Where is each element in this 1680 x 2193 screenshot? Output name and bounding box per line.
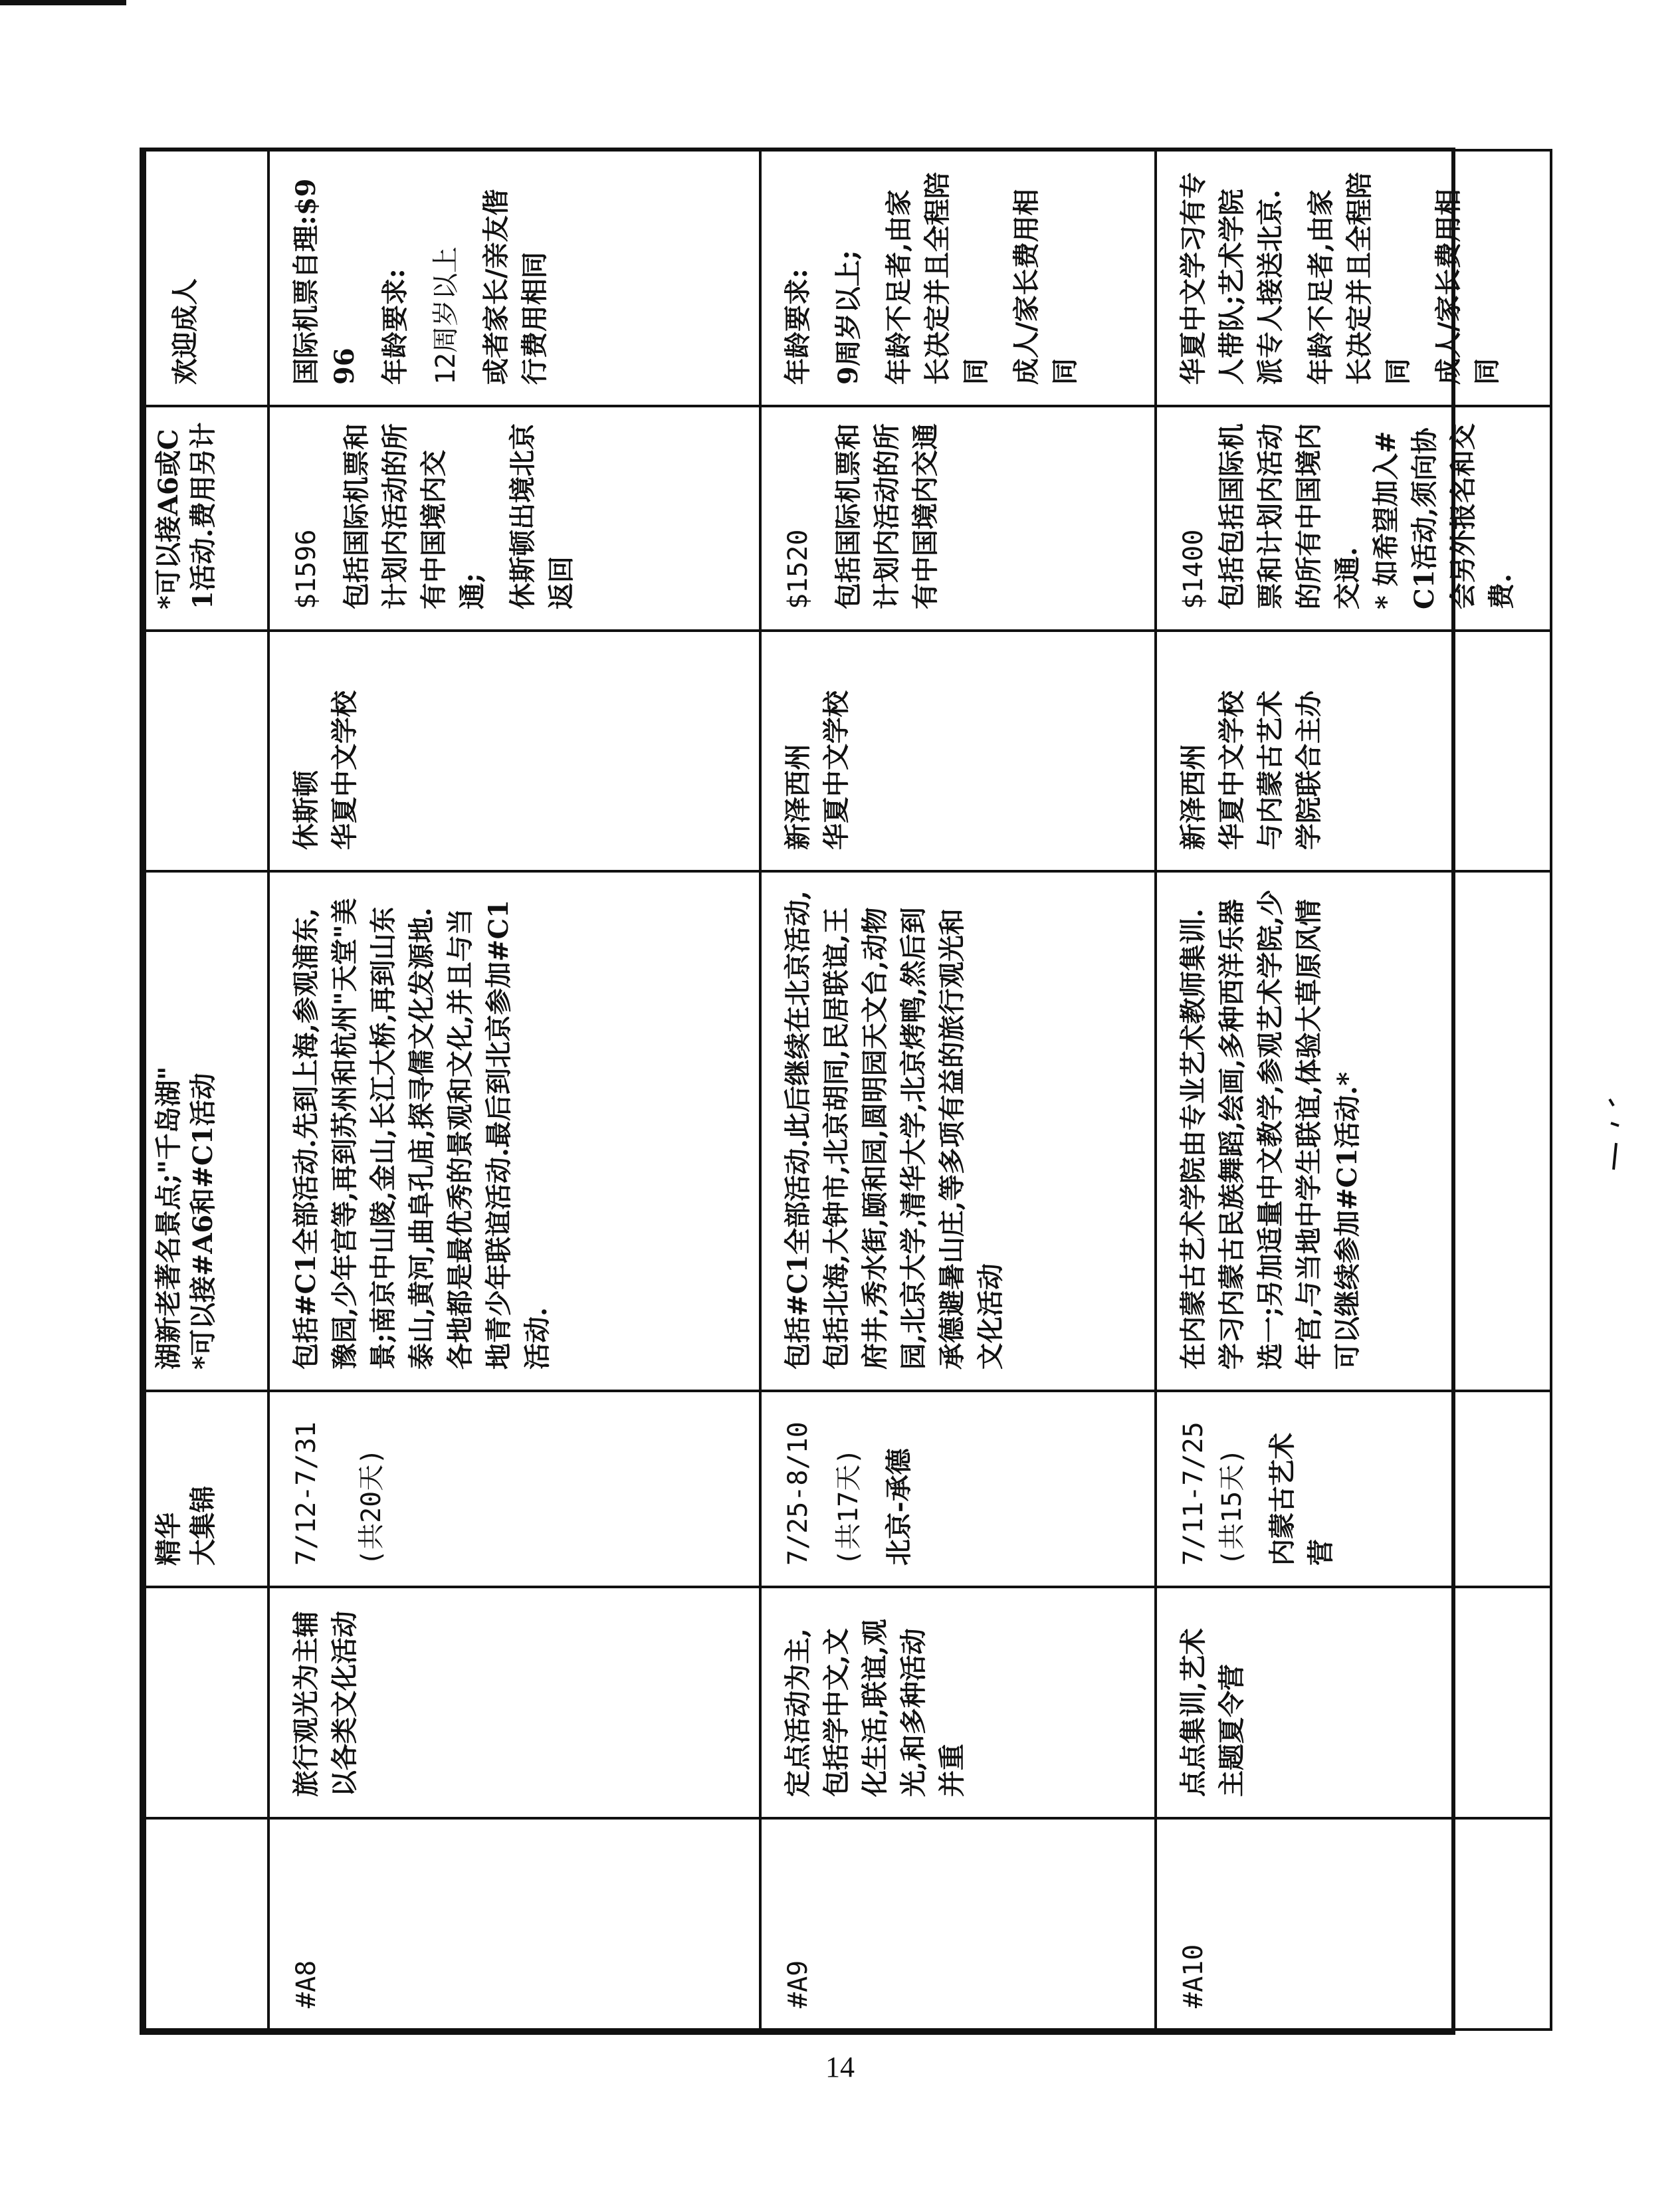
date-range: 7/12-7/31 [291, 1421, 322, 1566]
price: $1400 [1178, 529, 1209, 609]
header-location-cell [145, 631, 268, 871]
adult-note: 12周岁以上 [431, 246, 461, 385]
duration: (共20天) [356, 1448, 387, 1566]
date-range: 7/11-7/25(共15天) [1178, 1421, 1247, 1566]
row-content: 包括#C1全部活动.此后继续在北京活动,包括北海,大钟市,北京胡同,民居联谊,王府井,秀水街,颐和园,圆明园天文台,动物园,北京大学,清华大学,北京烤鸭,然后到承德避暑山庄,等多项有益的旅行观光和文化活动 [760, 871, 1156, 1391]
row-code: #A10 [1156, 1818, 1551, 2030]
header-content-line1: 湖新老著名景点;"千岛湖" [153, 1066, 184, 1370]
adult-note: 9周岁以上; [833, 250, 864, 385]
price: $1520 [783, 529, 813, 609]
row-code: #A9 [760, 1818, 1156, 2030]
header-adults-text: 欢迎成人 [169, 278, 201, 385]
row-theme: 定点活动为主,包括学中文,文化生活,联谊,观光,和多种活动并重 [760, 1587, 1156, 1818]
adult-note: 华夏中文学习有专人带队;艺术学院派专人接送北京. [1178, 172, 1286, 385]
header-theme-cell [145, 1587, 268, 1818]
content-text: 在内蒙古艺术学院由专业艺术教师集训.学习内蒙古民族舞蹈,绘画,多种西洋乐器选一;另加适量中文教学,参观艺术学院,少年宫,与当地中学生联谊,体验大草原风情 [1178, 889, 1324, 1370]
location-line: 华夏中文学校 [1216, 690, 1247, 850]
price-note: * 如希望加入#C1活动,须向协会另外报名和交费. [1370, 423, 1517, 609]
route-note: 北京-承德 [883, 1448, 914, 1566]
program-row-a9 [760, 150, 1156, 2030]
row-theme: 旅行观光为主辅以各类文化活动 [268, 1587, 760, 1818]
price-note: 包括包括国际机票和计划内活动的所有中国境内交通. [1216, 423, 1363, 609]
header-date-line1: 精华 [153, 1513, 184, 1566]
row-location [268, 631, 760, 871]
price: $1596 [291, 529, 322, 609]
row-location [760, 631, 1156, 871]
adult-note: 年龄要求: [782, 268, 813, 385]
row-dates [760, 1391, 1156, 1587]
header-adults-cell [145, 150, 268, 406]
date-range: 7/25-8/10 [783, 1421, 813, 1566]
location-line: 新泽西州 [782, 744, 813, 850]
program-row-a8 [268, 150, 760, 2030]
row-content: 包括#C1全部活动.先到上海,参观浦东,豫园,少年宫等,再到苏州和杭州"天堂"美景;南京中山陵,金山,长江大桥,再到山东泰山,黄河,曲阜孔庙,探寻儒文化发源地.各地都是最优秀的景观和文化,并且与当地青少年联谊活动.最后到北京参加#C1活动. [268, 871, 760, 1391]
price-note: 包括国际机票和计划内活动的所有中国境内交通; [341, 423, 488, 609]
program-row-a10 [1156, 150, 1551, 2030]
row-price [268, 406, 760, 631]
adult-note: 成人/家长费用相同 [1433, 189, 1503, 385]
location-line: 新泽西州 [1178, 744, 1209, 850]
header-price-cell [145, 406, 268, 631]
program-table [140, 148, 1517, 2035]
row-location [1156, 631, 1551, 871]
header-content-cell [145, 871, 268, 1391]
page-number: 14 [825, 2051, 855, 2083]
header-code-cell [145, 1818, 268, 2030]
rotated-table-frame [144, 152, 1517, 2031]
row-adults [268, 150, 760, 406]
margin-scribble-mark [1607, 1096, 1623, 1176]
header-content-line2: *可以接#A6和#C1活动 [187, 1073, 219, 1370]
adult-note: 年龄要求: [379, 268, 411, 385]
row-price [760, 406, 1156, 631]
header-date-line2: 大集锦 [187, 1486, 219, 1566]
location-line: 华夏中文学校 [821, 690, 852, 850]
price-note: 休斯顿出境北京返回 [507, 423, 577, 609]
location-line: 休斯顿 [290, 770, 322, 850]
adult-note: 或者家长/亲友偕行费用相同 [480, 189, 550, 385]
location-line: 华夏中文学校 [329, 690, 360, 850]
adult-note: 年龄不足者,由家长决定并且全程陪同 [1305, 172, 1414, 385]
header-date-cell [145, 1391, 268, 1587]
price-note: 包括国际机票和计划内活动的所有中国境内交通 [833, 423, 941, 609]
row-adults [760, 150, 1156, 406]
row-theme: 点点集训,艺术主题夏令营 [1156, 1587, 1551, 1818]
row-adults [1156, 150, 1551, 406]
adult-note: 国际机票自理:$996 [290, 178, 360, 385]
row-content [1156, 871, 1551, 1391]
camp-note: 内蒙古艺术营 [1267, 1433, 1336, 1566]
program-grid [144, 149, 1552, 2031]
location-line: 学院联合主办 [1293, 690, 1324, 850]
header-price-text: *可以接A6或C1活动.费用另计 [153, 422, 219, 609]
duration: (共17天) [833, 1448, 864, 1566]
row-code: #A8 [268, 1818, 760, 2030]
location-line: 与内蒙古艺术 [1255, 690, 1286, 850]
row-dates [1156, 1391, 1551, 1587]
scan-edge-mark [0, 0, 126, 5]
header-row [145, 150, 268, 2030]
adult-note: 年龄不足者,由家长决定并且全程陪同 [883, 172, 992, 385]
row-price [1156, 406, 1551, 631]
adult-note: 成人/家长费用相同 [1011, 189, 1081, 385]
content-extra: 可以继续参加#C1活动.* [1332, 1071, 1363, 1370]
row-dates [268, 1391, 760, 1587]
